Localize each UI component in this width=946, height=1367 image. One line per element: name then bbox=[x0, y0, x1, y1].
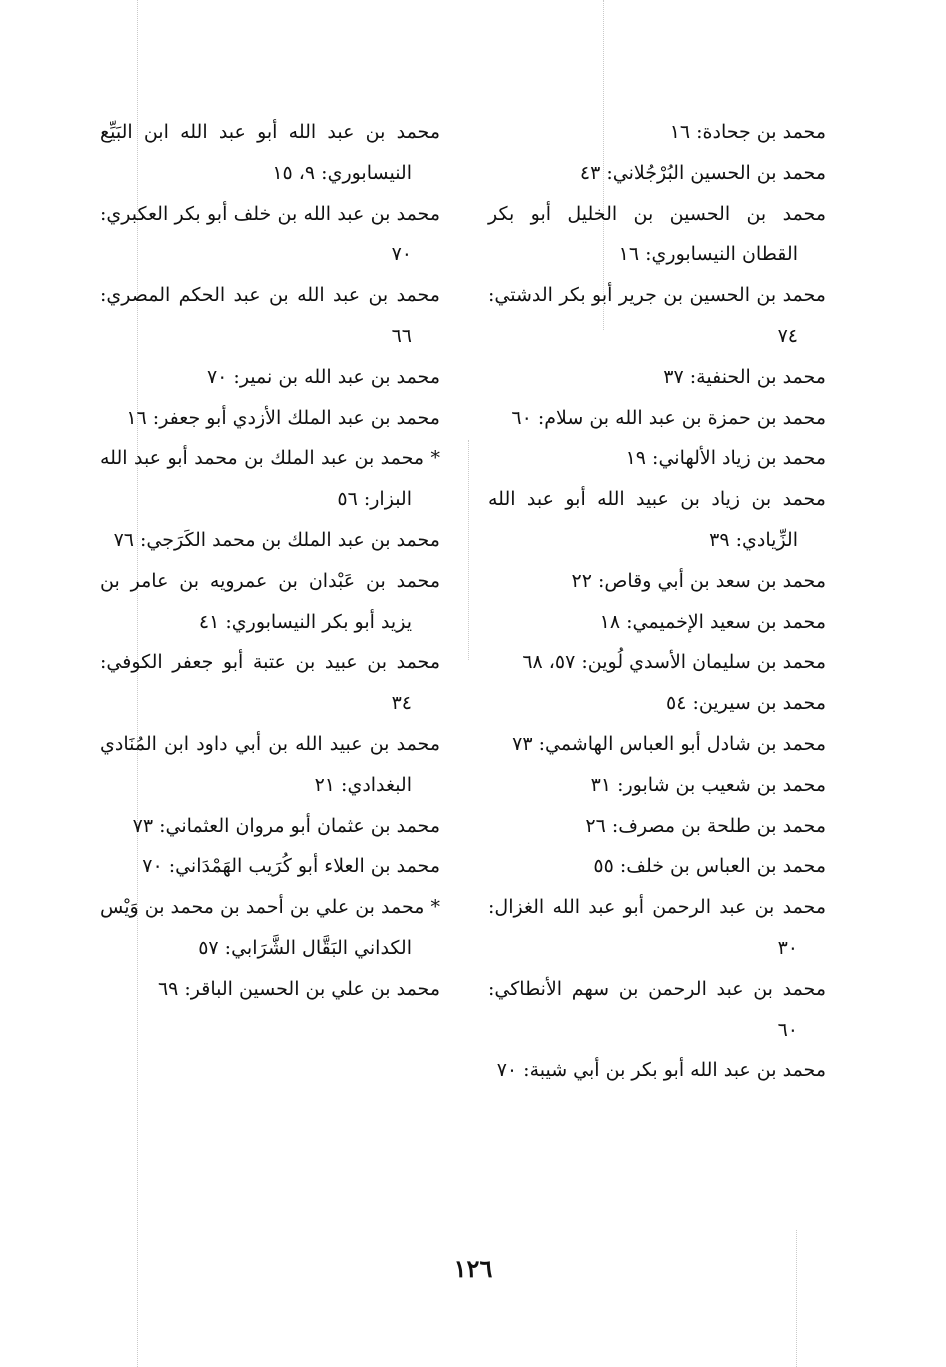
index-entry: محمد بن العباس بن خلف: ٥٥ bbox=[593, 855, 826, 878]
index-entry: محمد بن عبد الله أبو عبد الله ابن البَيِّع النيسابوري: ٩، ١٥ bbox=[100, 121, 440, 184]
index-entry: محمد بن سعد بن أبي وقاص: ٢٢ bbox=[571, 569, 826, 592]
index-entry: محمد بن سيرين: ٥٤ bbox=[666, 692, 826, 715]
index-entry: محمد بن عبد الرحمن بن سهم الأنطاكي: ٦٠ bbox=[488, 977, 826, 1041]
index-entry: محمد بن سعيد الإخميمي: ١٨ bbox=[599, 610, 826, 633]
index-entry: محمد بن حمزة بن عبد الله بن سلام: ٦٠ bbox=[511, 406, 826, 429]
index-entry: محمد بن علي بن الحسين الباقر: ٦٩ bbox=[157, 977, 440, 1000]
index-entry: محمد بن الحسين بن الخليل أبو بكر القطان النيسابوري: ١٦ bbox=[488, 202, 826, 266]
page-number: ١٢٦ bbox=[453, 1254, 493, 1283]
index-entry: محمد بن شعيب بن شابور: ٣١ bbox=[590, 773, 826, 796]
index-entry: محمد بن عَبْدان بن عمرويه بن عامر بن يزيد أبو بكر النيسابوري: ٤١ bbox=[100, 569, 440, 633]
index-entry: محمد بن عبد الله بن نمير: ٧٠ bbox=[206, 365, 440, 388]
index-entry: محمد بن جحادة: ١٦ bbox=[669, 121, 826, 143]
scan-dotted-line bbox=[468, 440, 470, 660]
index-entry: محمد بن عبد الملك الأزدي أبو جعفر: ١٦ bbox=[126, 406, 440, 429]
index-entry: محمد بن عثمان أبو مروان العثماني: ٧٣ bbox=[132, 814, 440, 837]
index-entry: محمد بن سليمان الأسدي لُوين: ٥٧، ٦٨ bbox=[522, 651, 826, 674]
scan-dotted-line bbox=[796, 1230, 798, 1367]
index-column-left bbox=[100, 112, 440, 1010]
index-entry: محمد بن عبد الله أبو بكر بن أبي شيبة: ٧٠ bbox=[496, 1059, 826, 1082]
index-entry: محمد بن عبد الله بن خلف أبو بكر العكبري: ٧٠ bbox=[100, 202, 440, 266]
index-entry: محمد بن زياد بن عبيد الله أبو عبد الله الزِّيادي: ٣٩ bbox=[488, 488, 826, 551]
index-column-right bbox=[488, 112, 826, 1091]
index-entry: * محمد بن علي بن أحمد بن محمد بن وَيْس الكداني البَقَّال الشَّرَابي: ٥٧ bbox=[100, 896, 440, 959]
index-entry: محمد بن شادل أبو العباس الهاشمي: ٧٣ bbox=[512, 732, 826, 755]
index-entry: * محمد بن عبد الملك بن محمد أبو عبد الله البزار: ٥٦ bbox=[100, 447, 440, 511]
index-entry: محمد بن الحنفية: ٣٧ bbox=[663, 365, 826, 388]
index-entry: محمد بن طلحة بن مصرف: ٢٦ bbox=[585, 814, 826, 837]
index-entry: محمد بن العلاء أبو كُرَيب الهَمْدَاني: ٧٠ bbox=[142, 855, 440, 878]
index-entry: محمد بن عبيد الله بن أبي داود ابن المُنَادي البغدادي: ٢١ bbox=[100, 732, 440, 796]
index-entry: محمد بن الحسين بن جرير أبو بكر الدشتي: ٧٤ bbox=[488, 284, 826, 347]
index-entry: محمد بن زياد الألهاني: ١٩ bbox=[625, 447, 826, 470]
index-entry: محمد بن عبيد بن عتبة أبو جعفر الكوفي: ٣٤ bbox=[100, 651, 440, 715]
index-entry: محمد بن عبد الله بن عبد الحكم المصري: ٦٦ bbox=[100, 284, 440, 347]
index-entry: محمد بن عبد الرحمن أبو عبد الله الغزال: ٣٠ bbox=[488, 896, 826, 959]
index-entry: محمد بن الحسين البُرْجُلاني: ٤٣ bbox=[579, 161, 826, 184]
index-entry: محمد بن عبد الملك بن محمد الكَرَجي: ٧٦ bbox=[113, 528, 440, 551]
